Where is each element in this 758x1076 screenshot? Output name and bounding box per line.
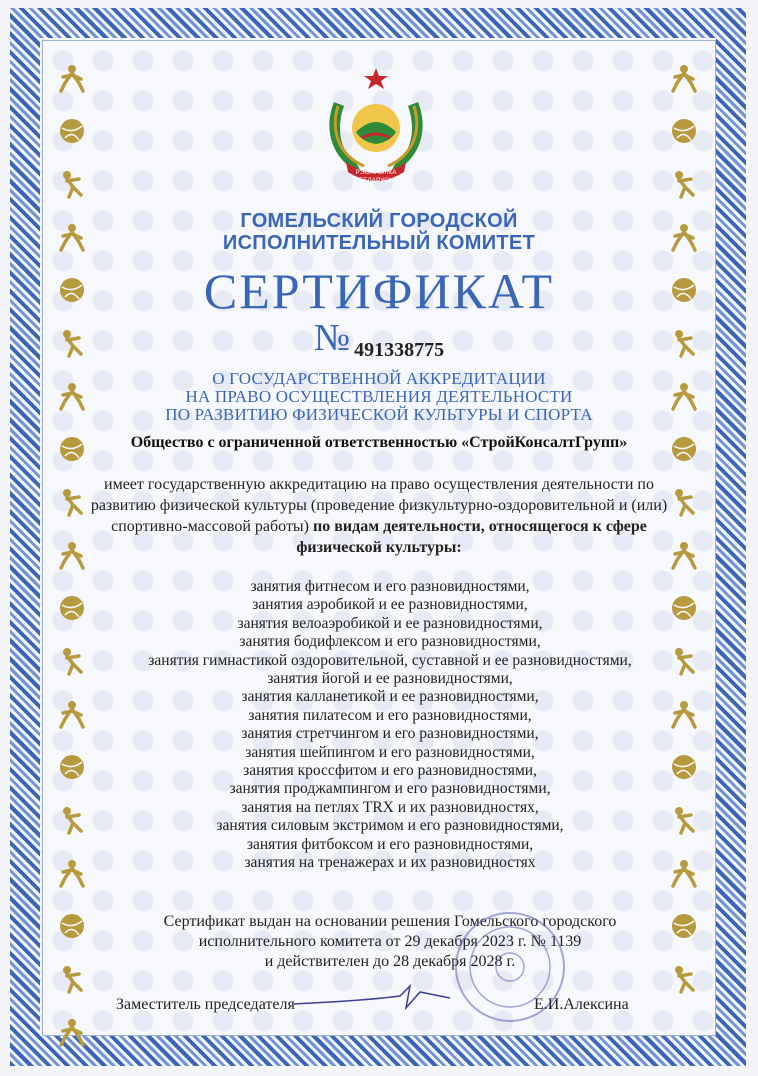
- wrestling-icon: [56, 62, 88, 94]
- issuance-basis: [100, 912, 680, 972]
- activity-item: занятия проджампингом и его разновидностями,: [229, 780, 551, 798]
- basis-line-1: Сертификат выдан на основании решения Гомельского городского: [163, 913, 617, 930]
- state-emblem-icon: [312, 62, 440, 190]
- signatory-position: Заместитель председателя: [116, 996, 295, 1013]
- activity-item: занятия велоаэробикой и ее разновидностями,: [237, 614, 543, 632]
- activity-item: занятия кроссфитом и его разновидностями,: [243, 762, 537, 780]
- activity-item: занятия калланетикой и ее разновидностями,: [241, 688, 539, 706]
- martial-arts-icon: [56, 115, 88, 147]
- activity-item: занятия пилатесом и его разновидностями,: [248, 706, 532, 724]
- statement-bold: по видам деятельности, относящегося к сфере физической культуры:: [296, 518, 647, 556]
- activities-list: [100, 578, 680, 873]
- boxing-icon: [56, 804, 88, 836]
- subject-line-3: ПО РАЗВИТИЮ ФИЗИЧЕСКОЙ КУЛЬТУРЫ И СПОРТА: [165, 405, 593, 424]
- activity-item: занятия шейпингом и его разновидностями,: [245, 743, 535, 761]
- subject-line-1: О ГОСУДАРСТВЕННОЙ АККРЕДИТАЦИИ: [212, 369, 546, 388]
- activity-item: занятия бодифлексом и его разновидностями,: [239, 633, 541, 651]
- accreditation-statement: [72, 474, 686, 558]
- activity-item: занятия гимнастикой оздоровительной, суставной и ее разновидностями,: [148, 651, 632, 669]
- sprint-icon: [668, 168, 700, 200]
- activity-item: занятия стретчингом и его разновидностями,: [241, 725, 539, 743]
- activity-item: занятия аэробикой и ее разновидностями,: [252, 596, 528, 614]
- basis-line-3: и действителен до 28 декабря 2028 г.: [264, 953, 516, 970]
- skating-icon: [56, 1016, 88, 1048]
- signature-icon: [290, 978, 460, 1014]
- statement-text: имеет государственную аккредитацию на право осуществления деятельности по развитию физической культуры (проведение физкультурно-оздоровительной и (или) спортивно-массовой работы): [90, 476, 668, 535]
- hockey-icon: [56, 168, 88, 200]
- emblem-ribbon-text-2: БЕЛАРУСЬ: [358, 177, 394, 184]
- authority-line-2: ИСПОЛНИТЕЛЬНЫЙ КОМИТЕТ: [222, 232, 536, 254]
- activity-item: занятия фитбоксом и его разновидностями,: [246, 835, 534, 853]
- swimming-icon: [56, 698, 88, 730]
- activity-item: занятия силовым экстримом и его разновидностями,: [216, 817, 564, 835]
- trampoline-icon: [56, 910, 88, 942]
- table-tennis-icon: [56, 645, 88, 677]
- basis-line-2: исполнительного комитета от 29 декабря 2023 г. № 1139: [198, 933, 582, 950]
- water-polo-icon: [668, 62, 700, 94]
- organization-name: Общество с ограниченной ответственностью «СтройКонсалтГрупп»: [130, 434, 628, 451]
- football-icon: [56, 857, 88, 889]
- certificate-number: [0, 316, 758, 362]
- hurdles-icon: [56, 751, 88, 783]
- number-sign: №: [313, 317, 351, 359]
- activity-item: занятия на тренажерах и их разновидностях: [244, 854, 536, 872]
- walking-icon: [668, 115, 700, 147]
- activity-item: занятия йогой и ее разновидностями,: [267, 670, 513, 688]
- issuing-authority: [0, 210, 758, 254]
- number-value: 491338775: [354, 339, 445, 361]
- emblem-ribbon-text-1: РЭСПУБЛІКА: [355, 169, 397, 176]
- barbell-icon: [56, 963, 88, 995]
- activity-item: занятия на петлях TRX и их разновидностях,: [241, 798, 539, 816]
- certificate-subject: [0, 370, 758, 424]
- activity-item: занятия фитнесом и его разновидностями,: [250, 578, 530, 595]
- authority-line-1: ГОМЕЛЬСКИЙ ГОРОДСКОЙ: [240, 210, 518, 232]
- javelin-icon: [56, 592, 88, 624]
- subject-line-2: НА ПРАВО ОСУЩЕСТВЛЕНИЯ ДЕЯТЕЛЬНОСТИ: [185, 387, 573, 406]
- certificate-title: СЕРТИФИКАТ: [203, 263, 555, 319]
- signatory-name: Е.И.Алексина: [534, 996, 629, 1013]
